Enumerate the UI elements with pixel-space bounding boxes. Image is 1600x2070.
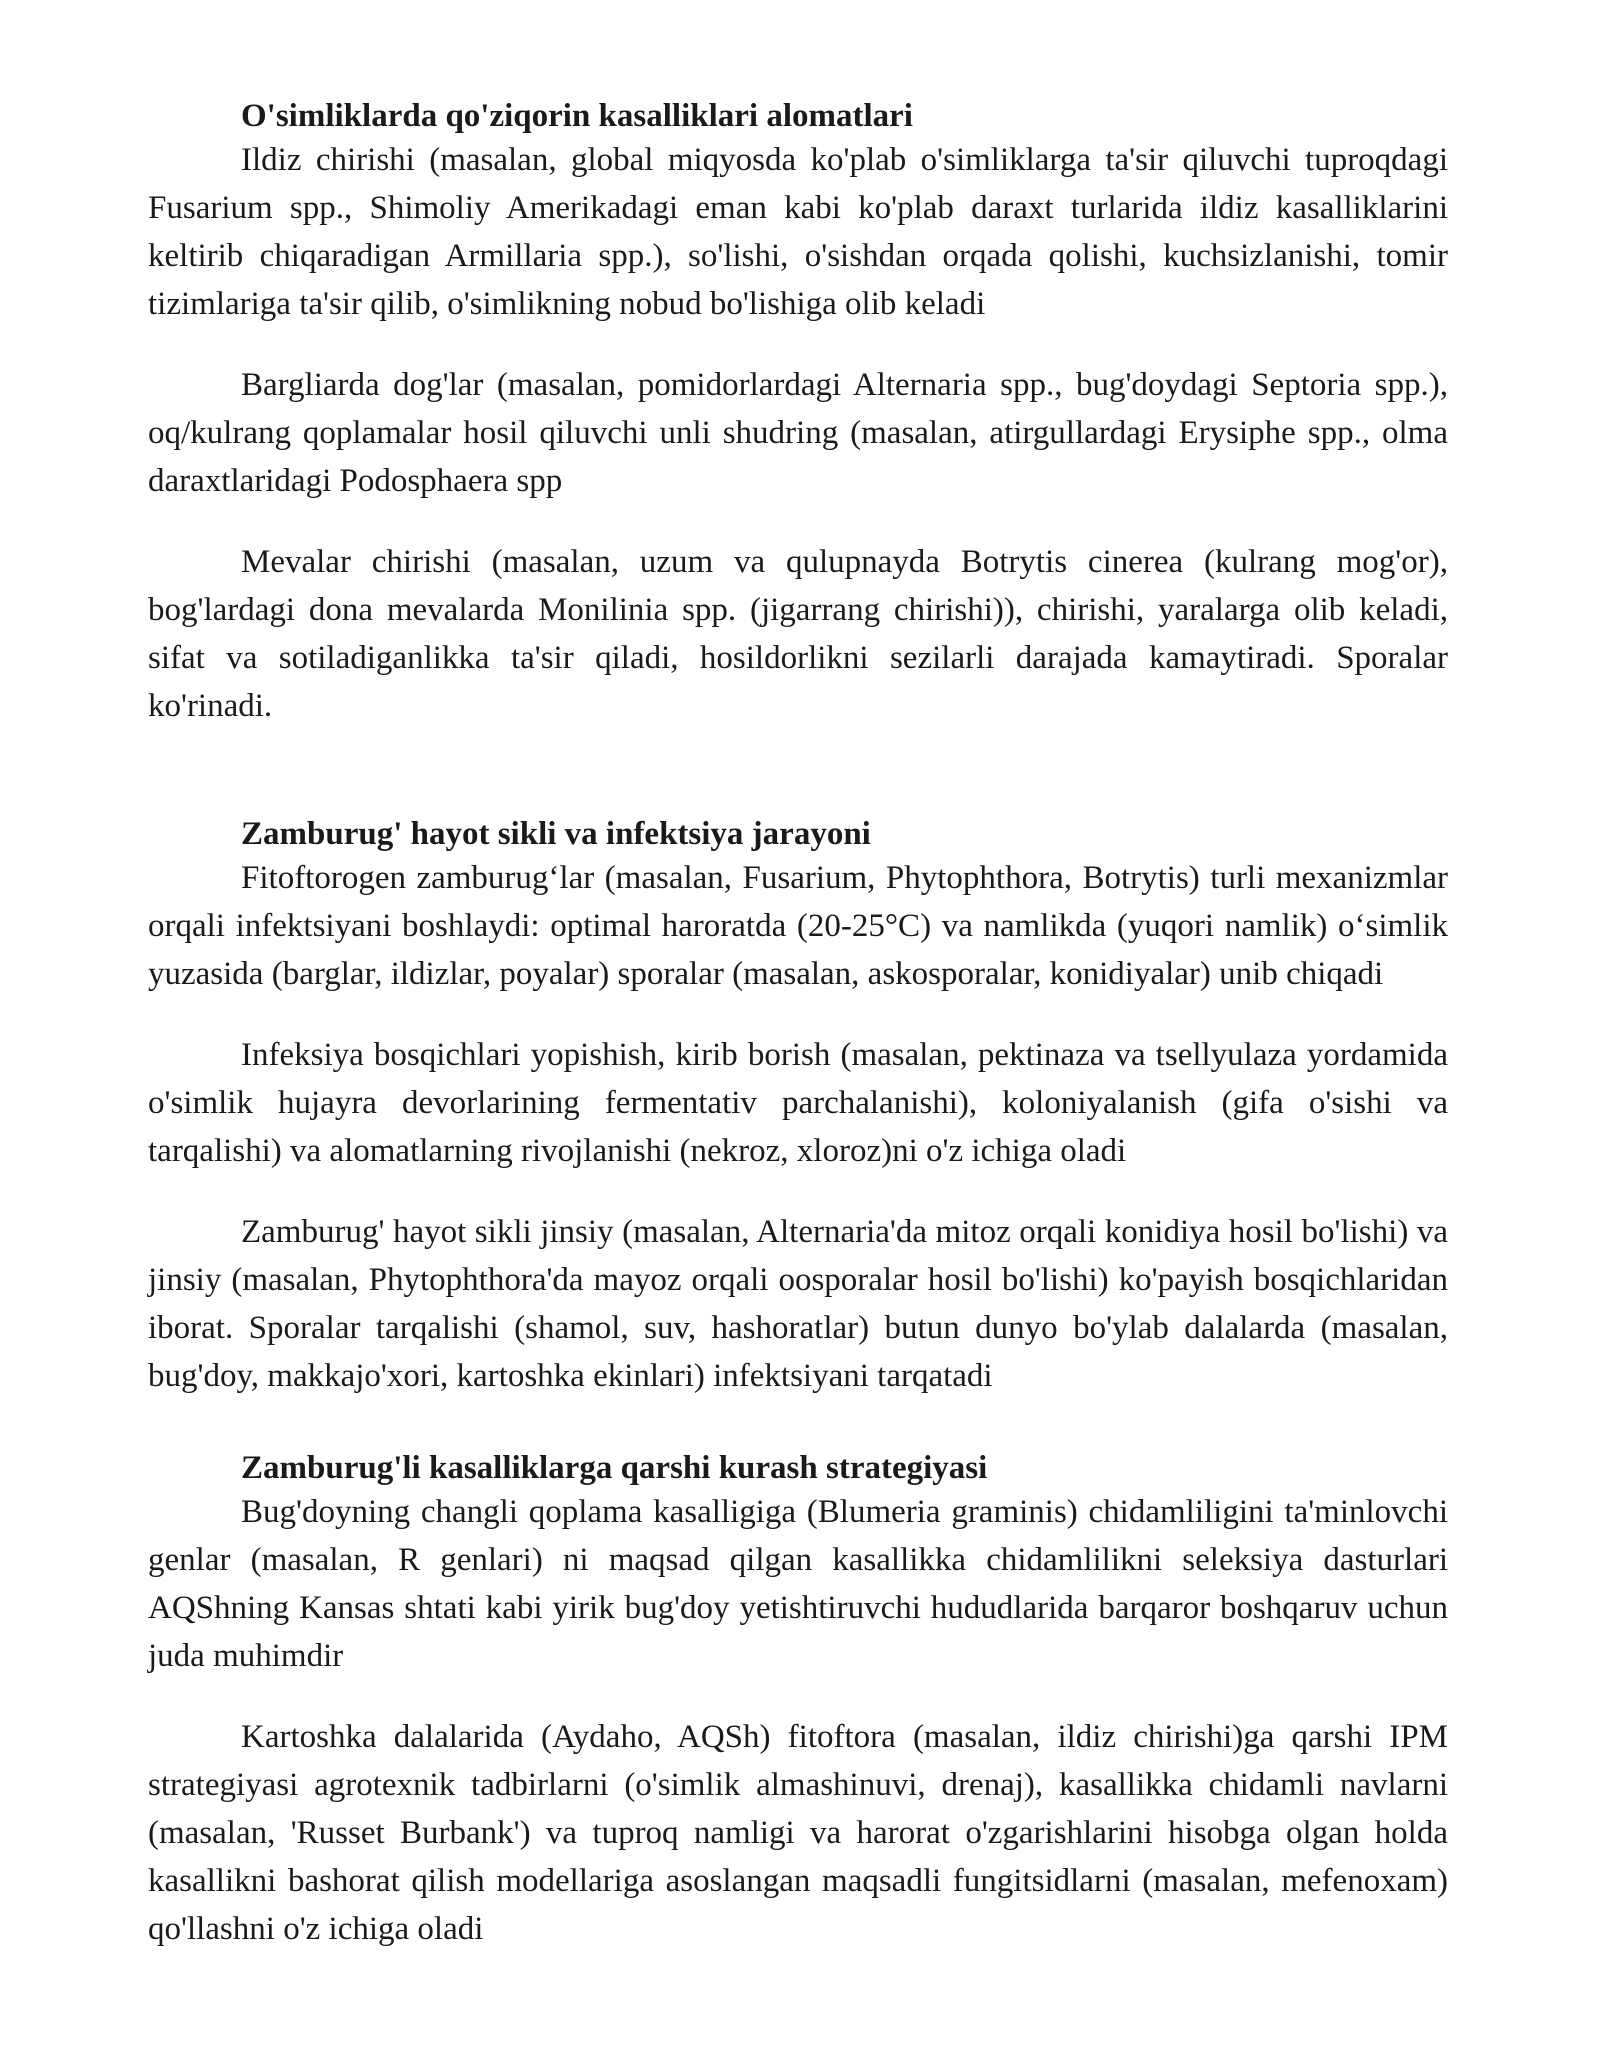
- section-life-cycle: [148, 814, 1448, 1400]
- paragraph: Infeksiya bosqichlari yopishish, kirib borish (masalan, pektinaza va tsellyulaza yordamida o'simlik hujayra devorlarining fermentativ parchalanishi), koloniyalanish (gifa o'sishi va tarqalishi) va alomatlarning rivojlanishi (nekroz, xloroz)ni o'z ichiga oladi: [148, 1037, 1448, 1169]
- document-page: [148, 96, 1448, 1953]
- section-title: O'simliklarda qo'ziqorin kasalliklari alomatlari: [241, 98, 913, 134]
- paragraph: Kartoshka dalalarida (Aydaho, AQSh) fitoftora (masalan, ildiz chirishi)ga qarshi IPM strategiyasi agrotexnik tadbirlarni (o'simlik almashinuvi, drenaj), kasallikka chidamli navlarni (masalan, 'Russet Burbank') va tuproq namligi va harorat o'zgarishlarini hisobga olgan holda kasallikni bashorat qilish modellariga asoslangan maqsadli fungitsidlarni (masalan, mefenoxam) qo'llashni o'z ichiga oladi: [148, 1719, 1448, 1947]
- section-symptoms: [148, 96, 1448, 730]
- paragraph: Fitoftorogen zamburug‘lar (masalan, Fusarium, Phytophthora, Botrytis) turli mexanizmlar orqali infektsiyani boshlaydi: optimal haroratda (20-25°C) va namlikda (yuqori namlik) o‘simlik yuzasida (barglar, ildizlar, poyalar) sporalar (masalan, askosporalar, konidiyalar) unib chiqadi: [148, 860, 1448, 992]
- paragraph: Bug'doyning changli qoplama kasalligiga (Blumeria graminis) chidamliligini ta'minlovchi genlar (masalan, R genlari) ni maqsad qilgan kasallikka chidamlilikni seleksiya dasturlari AQShning Kansas shtati kabi yirik bug'doy yetishtiruvchi hududlarida barqaror boshqaruv uchun juda muhimdir: [148, 1494, 1448, 1674]
- section-title: Zamburug' hayot sikli va infektsiya jarayoni: [241, 816, 871, 852]
- section-control-strategy: [148, 1448, 1448, 1953]
- section-spacer: [148, 1400, 1448, 1448]
- section-title: Zamburug'li kasalliklarga qarshi kurash strategiyasi: [241, 1450, 988, 1486]
- paragraph: Ildiz chirishi (masalan, global miqyosda ko'plab o'simliklarga ta'sir qiluvchi tuproqdagi Fusarium spp., Shimoliy Amerikadagi eman kabi ko'plab daraxt turlarida ildiz kasalliklarini keltirib chiqaradigan Armillaria spp.), so'lishi, o'sishdan orqada qolishi, kuchsizlanishi, tomir tizimlariga ta'sir qilib, o'simlikning nobud bo'lishiga olib keladi: [148, 142, 1448, 322]
- section-spacer: [148, 730, 1448, 814]
- paragraph: Mevalar chirishi (masalan, uzum va qulupnayda Botrytis cinerea (kulrang mog'or), bog'lardagi dona mevalarda Monilinia spp. (jigarrang chirishi)), chirishi, yaralarga olib keladi, sifat va sotiladiganlikka ta'sir qiladi, hosildorlikni sezilarli darajada kamaytiradi. Sporalar ko'rinadi.: [148, 544, 1448, 724]
- paragraph: Bargliarda dog'lar (masalan, pomidorlardagi Alternaria spp., bug'doydagi Septoria spp.), oq/kulrang qoplamalar hosil qiluvchi unli shudring (masalan, atirgullardagi Erysiphe spp., olma daraxtlaridagi Podosphaera spp: [148, 367, 1448, 499]
- paragraph: Zamburug' hayot sikli jinsiy (masalan, Alternaria'da mitoz orqali konidiya hosil bo'lishi) va jinsiy (masalan, Phytophthora'da mayoz orqali oosporalar hosil bo'lishi) ko'payish bosqichlaridan iborat. Sporalar tarqalishi (shamol, suv, hashoratlar) butun dunyo bo'ylab dalalarda (masalan, bug'doy, makkajo'xori, kartoshka ekinlari) infektsiyani tarqatadi: [148, 1214, 1448, 1394]
